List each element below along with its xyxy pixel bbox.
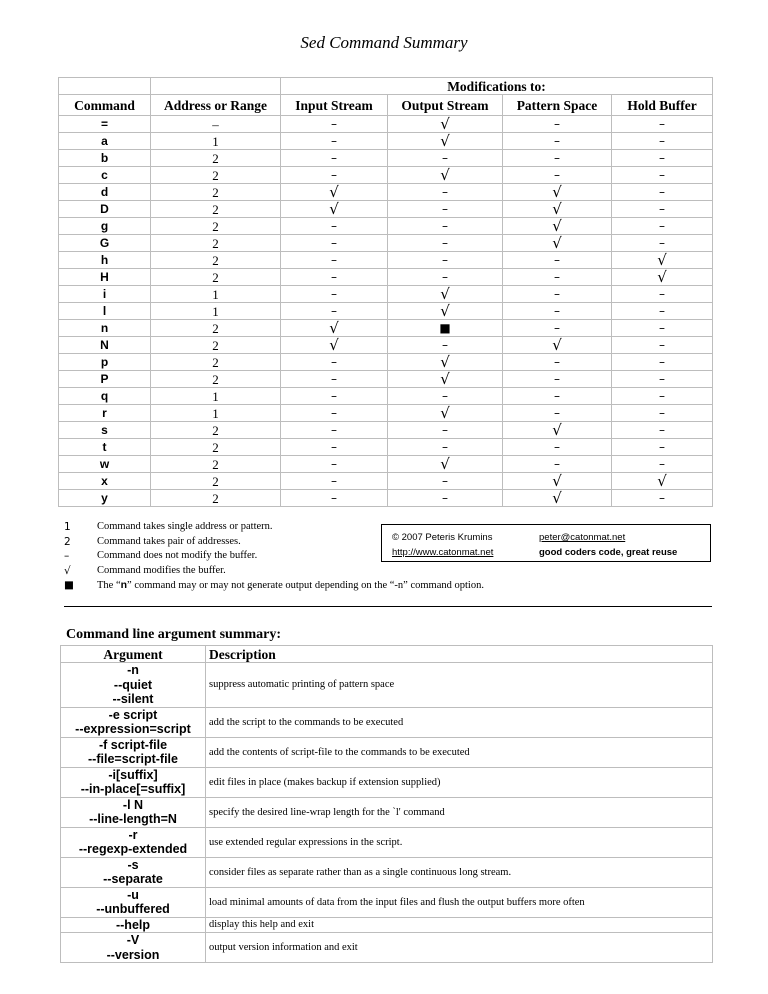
command-cell: l [59, 303, 151, 320]
modification-cell: – [281, 116, 388, 133]
argument-cell [61, 827, 206, 857]
modification-cell: – [612, 201, 713, 218]
modification-cell: – [612, 116, 713, 133]
modification-cell: – [281, 150, 388, 167]
argument-cell [61, 917, 206, 933]
legend-text-after: ” command may or may not generate output depending on the “-n” command option. [127, 580, 484, 592]
argument-cell [61, 933, 206, 963]
argument-cell [61, 797, 206, 827]
legend-key: – [64, 550, 70, 563]
table-row [59, 337, 713, 354]
modification-cell: √ [388, 405, 503, 422]
modification-cell: √ [612, 473, 713, 490]
modification-cell: – [503, 405, 612, 422]
legend-n-command: n [120, 579, 128, 592]
modification-cell: – [388, 218, 503, 235]
column-header: Command [59, 95, 151, 116]
modification-cell: √ [503, 218, 612, 235]
modification-cell: – [281, 218, 388, 235]
argument-option: -i[suffix] [108, 767, 158, 782]
argument-row [61, 767, 713, 797]
modification-cell: – [612, 456, 713, 473]
modification-cell: – [388, 473, 503, 490]
modification-cell: – [503, 252, 612, 269]
modification-cell: – [612, 167, 713, 184]
argument-option: -l N [122, 797, 144, 812]
legend-text-before: The “ [97, 580, 121, 592]
modification-cell: – [503, 116, 612, 133]
argument-option: -s [127, 857, 139, 872]
modification-cell: – [503, 371, 612, 388]
command-cell: D [59, 201, 151, 218]
legend-key: 1 [64, 521, 71, 533]
page-title: Sed Command Summary [300, 33, 468, 52]
modification-cell: √ [388, 116, 503, 133]
address-cell: 2 [151, 320, 281, 337]
argument-option: --unbuffered [96, 902, 170, 916]
modification-cell: – [612, 150, 713, 167]
modification-cell: – [281, 303, 388, 320]
modification-cell: √ [388, 286, 503, 303]
argument-option: --separate [103, 872, 163, 886]
modification-cell: – [503, 388, 612, 405]
argument-cell [61, 707, 206, 737]
argument-option: --help [115, 917, 151, 932]
column-header: Output Stream [388, 95, 503, 116]
modification-cell: – [612, 184, 713, 201]
modification-cell: – [612, 218, 713, 235]
modification-cell: – [388, 439, 503, 456]
modification-cell: – [612, 388, 713, 405]
argument-option: --silent [112, 692, 154, 706]
argument-option: -n [127, 663, 139, 677]
argument-cell [61, 663, 206, 708]
address-cell: 2 [151, 269, 281, 286]
legend-key: 2 [64, 535, 71, 548]
address-cell: 2 [151, 456, 281, 473]
table-row [59, 422, 713, 439]
modification-cell: – [388, 184, 503, 201]
modification-cell: √ [503, 235, 612, 252]
command-cell: c [59, 167, 151, 184]
modification-cell: – [503, 320, 612, 337]
modification-cell: – [281, 252, 388, 269]
command-cell: g [59, 218, 151, 235]
modification-cell: – [503, 439, 612, 456]
argument-option: --in-place[=suffix] [80, 782, 186, 796]
command-cell: G [59, 235, 151, 252]
command-cell: d [59, 184, 151, 201]
column-header: Pattern Space [503, 95, 612, 116]
command-cell: y [59, 490, 151, 507]
argument-description: add the script to the commands to be executed [206, 707, 713, 737]
legend-text: Command takes pair of addresses. [97, 535, 241, 547]
argument-row [61, 797, 713, 827]
command-cell: q [59, 388, 151, 405]
modification-cell: √ [612, 252, 713, 269]
address-cell: 2 [151, 439, 281, 456]
modification-cell: √ [503, 422, 612, 439]
legend-item [64, 564, 484, 579]
command-cell: N [59, 337, 151, 354]
copyright-text: © 2007 Peteris Krumins [392, 532, 493, 543]
modification-cell: – [612, 354, 713, 371]
argument-description: specify the desired line-wrap length for the `l' command [206, 797, 713, 827]
modification-cell: – [388, 388, 503, 405]
argument-description: suppress automatic printing of pattern space [206, 663, 713, 708]
header-spacer [59, 78, 151, 95]
modification-cell: – [388, 150, 503, 167]
argument-option: --line-length=N [89, 812, 177, 826]
argument-row [61, 933, 713, 963]
modification-cell: √ [388, 371, 503, 388]
modification-cell: – [281, 422, 388, 439]
table-row [59, 167, 713, 184]
modification-cell: – [503, 269, 612, 286]
argument-option: -u [127, 887, 139, 902]
command-cell: w [59, 456, 151, 473]
argument-column-header: Argument [61, 646, 206, 663]
table-row [59, 439, 713, 456]
argument-option: --version [106, 947, 160, 962]
table-row [59, 371, 713, 388]
legend-key: √ [64, 564, 71, 577]
modification-cell: – [612, 405, 713, 422]
header-spacer [151, 78, 281, 95]
command-cell: r [59, 405, 151, 422]
modification-cell: √ [281, 320, 388, 337]
command-cell: = [59, 116, 151, 133]
argument-option: -r [128, 827, 138, 842]
command-cell: b [59, 150, 151, 167]
modification-cell: – [612, 235, 713, 252]
modification-cell: √ [388, 456, 503, 473]
argument-cell [61, 767, 206, 797]
argument-cell [61, 887, 206, 917]
modification-cell: – [281, 354, 388, 371]
modification-cell: – [503, 150, 612, 167]
legend-text: Command modifies the buffer. [97, 564, 226, 576]
legend-text [97, 578, 484, 593]
column-header: Address or Range [151, 95, 281, 116]
address-cell: 2 [151, 218, 281, 235]
address-cell: – [151, 116, 281, 133]
modification-cell: √ [503, 201, 612, 218]
argument-description: add the contents of script-file to the commands to be executed [206, 737, 713, 767]
argument-option: --regexp-extended [78, 842, 188, 856]
section-divider [64, 606, 712, 607]
argument-description: load minimal amounts of data from the input files and flush the output buffers more often [206, 887, 713, 917]
table-row [59, 133, 713, 150]
modification-cell: – [503, 456, 612, 473]
description-column-header: Description [206, 646, 713, 663]
command-cell: p [59, 354, 151, 371]
modification-cell: √ [281, 184, 388, 201]
command-cell: t [59, 439, 151, 456]
address-cell: 2 [151, 235, 281, 252]
modification-cell: √ [281, 201, 388, 218]
modification-cell: √ [612, 269, 713, 286]
modification-cell: √ [388, 167, 503, 184]
table-row [59, 184, 713, 201]
argument-option: -V [126, 933, 140, 947]
argument-description: use extended regular expressions in the script. [206, 827, 713, 857]
address-cell: 2 [151, 184, 281, 201]
modification-cell: – [388, 422, 503, 439]
modification-cell: √ [503, 337, 612, 354]
modification-cell: – [388, 201, 503, 218]
table-row [59, 252, 713, 269]
modification-cell: √ [281, 337, 388, 354]
argument-option: -f script-file [98, 737, 168, 752]
modification-cell: – [612, 490, 713, 507]
argument-row [61, 737, 713, 767]
modification-cell: – [612, 439, 713, 456]
command-cell: i [59, 286, 151, 303]
table-row [59, 269, 713, 286]
modification-cell: – [388, 235, 503, 252]
table-row [59, 388, 713, 405]
modification-cell: – [281, 269, 388, 286]
table-row [59, 218, 713, 235]
table-row [59, 235, 713, 252]
modification-cell: – [388, 269, 503, 286]
table-row [59, 456, 713, 473]
table-row [59, 473, 713, 490]
argument-description: output version information and exit [206, 933, 713, 963]
modification-cell: √ [388, 354, 503, 371]
argument-row [61, 857, 713, 887]
sed-command-table [58, 77, 713, 507]
table-row [59, 354, 713, 371]
argument-row [61, 887, 713, 917]
argument-description: consider files as separate rather than as a single continuous long stream. [206, 857, 713, 887]
command-cell: h [59, 252, 151, 269]
modification-cell: – [388, 490, 503, 507]
address-cell: 1 [151, 405, 281, 422]
args-section-heading: Command line argument summary: [66, 627, 282, 642]
argument-description: edit files in place (makes backup if extension supplied) [206, 767, 713, 797]
argument-option: --file=script-file [88, 752, 178, 766]
table-row [59, 320, 713, 337]
modification-cell: – [281, 286, 388, 303]
argument-row [61, 707, 713, 737]
table-row [59, 201, 713, 218]
modification-cell: – [612, 303, 713, 320]
modification-cell: – [281, 235, 388, 252]
address-cell: 1 [151, 286, 281, 303]
address-cell: 2 [151, 354, 281, 371]
table-row [59, 150, 713, 167]
modification-cell: – [388, 252, 503, 269]
modification-cell: – [281, 371, 388, 388]
modification-cell: – [503, 354, 612, 371]
modification-cell: – [281, 439, 388, 456]
argument-description: display this help and exit [206, 917, 713, 933]
modification-cell: – [503, 303, 612, 320]
command-cell: H [59, 269, 151, 286]
table-row [59, 286, 713, 303]
legend-item [64, 578, 484, 593]
modification-cell: – [612, 320, 713, 337]
modification-cell: – [281, 167, 388, 184]
modification-cell: √ [388, 303, 503, 320]
argument-row [61, 827, 713, 857]
modification-cell: – [281, 388, 388, 405]
modification-cell: – [612, 133, 713, 150]
legend-text: Command does not modify the buffer. [97, 550, 258, 562]
address-cell: 2 [151, 422, 281, 439]
table-row [59, 303, 713, 320]
command-cell: s [59, 422, 151, 439]
legend-text: Command takes single address or pattern. [97, 521, 273, 532]
modification-cell: – [281, 133, 388, 150]
table-row [59, 116, 713, 133]
modification-cell: – [281, 456, 388, 473]
address-cell: 2 [151, 252, 281, 269]
website-link[interactable]: http://www.catonmat.net [392, 547, 494, 558]
address-cell: 2 [151, 201, 281, 218]
table-row [59, 490, 713, 507]
argument-cell [61, 737, 206, 767]
modification-cell: – [281, 473, 388, 490]
address-cell: 2 [151, 150, 281, 167]
address-cell: 2 [151, 337, 281, 354]
slogan-text: good coders code, great reuse [539, 547, 678, 558]
command-cell: P [59, 371, 151, 388]
modifications-group-header: Modifications to: [281, 78, 713, 95]
modification-cell: – [612, 337, 713, 354]
modification-cell: – [612, 371, 713, 388]
address-cell: 2 [151, 167, 281, 184]
address-cell: 2 [151, 371, 281, 388]
address-cell: 2 [151, 473, 281, 490]
modification-cell: – [281, 490, 388, 507]
legend-key: ■ [64, 579, 74, 592]
modification-cell: – [281, 405, 388, 422]
address-cell: 1 [151, 388, 281, 405]
modification-cell: – [612, 286, 713, 303]
modification-cell: – [503, 133, 612, 150]
argument-option: --expression=script [75, 722, 191, 736]
modification-cell: – [503, 286, 612, 303]
command-cell: x [59, 473, 151, 490]
column-header: Hold Buffer [612, 95, 713, 116]
argument-option: -e script [108, 707, 158, 722]
argument-cell [61, 857, 206, 887]
address-cell: 1 [151, 133, 281, 150]
email-link[interactable]: peter@catonmat.net [539, 532, 626, 543]
address-cell: 1 [151, 303, 281, 320]
column-header: Input Stream [281, 95, 388, 116]
modification-cell: ■ [388, 320, 503, 337]
command-cell: a [59, 133, 151, 150]
argument-table [60, 645, 713, 963]
modification-cell: √ [503, 473, 612, 490]
argument-option: --quiet [113, 677, 153, 692]
modification-cell: √ [388, 133, 503, 150]
credit-box [381, 524, 711, 562]
modification-cell: – [612, 422, 713, 439]
argument-row [61, 917, 713, 933]
address-cell: 2 [151, 490, 281, 507]
table-row [59, 405, 713, 422]
modification-cell: – [503, 167, 612, 184]
argument-row [61, 663, 713, 708]
modification-cell: – [388, 337, 503, 354]
command-cell: n [59, 320, 151, 337]
modification-cell: √ [503, 184, 612, 201]
modification-cell: √ [503, 490, 612, 507]
